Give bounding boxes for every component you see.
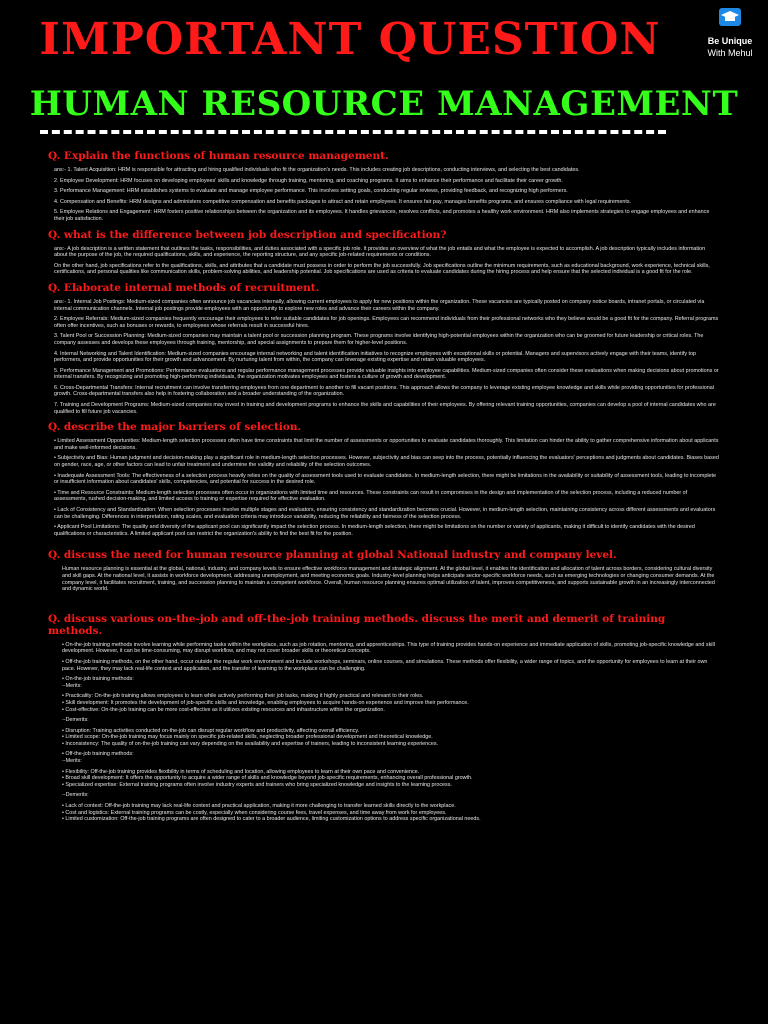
question-heading: Q. Explain the functions of human resource management. [48,150,389,162]
question-heading: Q. discuss various on-the-job and off-the-job training methods. discuss the merit and demerit of training methods. [48,612,666,637]
page-title: IMPORTANT QUESTION [39,14,661,65]
answer-paragraph: Human resource planning is essential at the global, national, industry, and company levels to ensure effective workforce management and strategic alignment. At the global level, it enables the identification and allocation of talent across borders, considering cultural diversity and skill gaps. At the national level, it assists in workforce development, addressing unemployment, and meeting economic goals. Industry-level planning helps anticipate sector-specific workforce needs, such as emerging technologies or changing consumer demands. At the company level, it facilitates recruitment, training, and succession planning to maintain a competent workforce. Overall, human resource planning ensures optimal utilization of talent, improves competitiveness, and supports sustainable growth in an increasingly interconnected and dynamic world. [62,566,715,593]
answer-paragraph: 5. Employee Relations and Engagement: HRM fosters positive relationships between the organization and its employees. It handles grievances, resolves conflicts, and promotes a healthy work environment. HRM also implements strategies to engage employees and enhance their job satisfaction. [54,209,710,222]
question-section [40,549,720,592]
graduation-cap-icon [717,6,743,28]
answer-paragraph: • Lack of Consistency and Standardization: When selection processes involve multiple stages and evaluators, ensuring consistency and standardization becomes crucial. However, in medium-length selection, maintaining consistency across different assessments and evaluators can be challenging. Differences in interpretation, rating scales, and evaluation criteria may introduce variability, reducing the reliability and fairness of the selection process. [54,507,716,520]
answer-paragraph: • Applicant Pool Limitations: The quality and diversity of the applicant pool can significantly impact the selection process. In medium-length selection, there might be limitations on the number or variety of applicants, making it difficult to identify candidates with the desired qualifications or characteristics. A limited applicant pool can restrict the organization's ability to find the best fit for the position. [54,524,695,537]
answer-paragraph: 6. Cross-Departmental Transfers: Internal recruitment can involve transferring employees from one department to another to fill vacant positions. This approach allows the company to leverage existing employee knowledge and skills while providing opportunities for professional growth. Cross-departmental transfers also help in fostering collaboration and a broader understanding of the organization. [54,384,714,398]
answer-paragraph: • On-the-job training methods: --Merits: [62,676,134,689]
answer-paragraph: • Limited Assessment Opportunities: Medium-length selection processes often have time constraints that limit the number of assessments or opportunities to evaluate candidates thoroughly. This limitation can hinder the ability to gather comprehensive information about applicants and make well-informed decisions. [54,438,719,451]
answer-paragraph: • Subjectivity and Bias: Human judgment and decision-making play a significant role in medium-length selection processes. However, subjectivity and bias can seep into the process, potentially influencing the evaluators' perceptions and judgments about candidates. Biases based on gender, race, age, or other factors can lead to unfair treatment and undermine the validity and reliability of the selection outcomes. [54,455,719,469]
question-section [40,150,720,223]
answer-paragraph: • Inadequate Assessment Tools: The effectiveness of a selection process heavily relies on the quality of assessment tools used to evaluate candidates. In medium-length selection, there might be limitations in the availability or suitability of assessment tools, leading to incomplete or insufficient information about candidates' skills, competencies, and potential for success in the desired role. [54,472,717,486]
answer-paragraph: ans:- A job description is a written statement that outlines the tasks, responsibilities, and duties associated with a specific job role. It provides an overview of what the job entails and what the employee is expected to accomplish. A job description typically includes information about the purpose of the job, the required qualifications, skills, and experience, the reporting structure, and any specific job-related requirements or conditions. [54,245,706,259]
logo [700,6,760,64]
answer-paragraph: 2. Employee Development: HRM focuses on developing employees' skills and knowledge through training, mentoring, and coaching programs. It aims to enhance their performance and facilitate their career growth. [54,177,563,184]
question-section [40,613,720,823]
answer-paragraph: • Disruption: Training activities conducted on-the-job can disrupt regular workflow and productivity, affecting overall efficiency. • Limited scope: On-the-job training may focus mainly on specific job-related skills, neglecting broader professional development and theoretical knowledge. • Inconsistency: The quality of on-the-job training can vary depending on the availability and expertise of trainers, leading to inconsistent learning experiences. [62,727,439,747]
question-heading: Q. discuss the need for human resource planning at global National industry and company level. [48,549,617,562]
logo-line-2: With Mehul [707,48,753,58]
answer-paragraph: 4. Internal Networking and Talent Identification: Medium-sized companies encourage internal networking and talent identification initiatives to recognize employees with exceptional skills or potential. Managers and supervisors actively engage with their teams, identify top performers, and provide opportunities for their growth and advancement. By nurturing talent from within, the company can leverage existing expertise and retain valuable employees. [54,350,697,364]
page-subtitle: HUMAN RESOURCE MANAGEMENT [29,84,739,124]
answer-paragraph: • Off-the-job training methods, on the other hand, occur outside the regular work environment and include workshops, seminars, online courses, and simulations. These methods offer flexibility, a wider range of topics, and the opportunity for employees to learn at their own pace. However, they may lack real-life context and application, and the transfer of learning to the workplace can be challenging. [62,658,708,672]
answer-paragraph: • On-the-job training methods involve learning while performing tasks within the workplace, such as job rotation, mentoring, and apprenticeships. This type of training provides hands-on experience and immediate application of skills, promoting job-specific knowledge and skill development. However, it can be time-consuming, may disrupt workflow, and may not cover broader skills or theoretical concepts. [62,641,715,655]
logo-line-1: Be Unique [707,36,753,46]
question-heading: Q. describe the major barriers of selection. [48,421,302,434]
answer-paragraph: • Practicality: On-the-job training allows employees to learn while actively performing their job tasks, making it highly practical and relevant to their roles. • Skill development: It promotes the development of job-specific skills and knowledge, enabling employees to acquire hands-on experience and improve their performance. • Cost-effective: On-the-job training can be more cost-effective as it utilizes existing resources and infrastructure within the organization. [62,693,469,713]
question-heading: Q. Elaborate internal methods of recruitment. [48,281,320,294]
answer-paragraph: On the other hand, job specifications refer to the qualifications, skills, and attributes that a candidate must possess in order to perform the job successfully. Job specifications outline the minimum requirements, such as educational background, work experience, technical skills, certifications, and personal qualities like communication skills, problem-solving abilities, and leadership potential. Job specifications are used as criteria to evaluate candidates during the hiring process and help ensure that the selected individual is a good fit for the role. [54,262,710,276]
answer-paragraph: • Off-the-job training methods: --Merits: [62,751,134,765]
answer-paragraph: 4. Compensation and Benefits: HRM designs and administers competitive compensation and benefits packages to attract and retain employees. It ensures fair pay, manages benefits programs, and ensures compliance with legal requirements. [54,198,632,205]
answer-paragraph: --Demerits: [62,717,89,724]
answer-paragraph: • Flexibility: Off-the-job training provides flexibility in terms of scheduling and location, allowing employees to learn at their own pace and convenience. • Broad skill development: It offers the opportunity to acquire a wider range of skills and knowledge beyond job-specific requirements, enhancing overall professional growth. • Specialized expertise: External training programs often involve industry experts and trainers who bring specialized knowledge and insights to the learning process. [62,768,473,788]
question-section [40,282,720,415]
answer-paragraph: 3. Talent Pool or Succession Planning: Medium-sized companies may maintain a talent pool or succession planning program. These programs involve identifying high-potential employees within the organization who can be groomed for future leadership or critical roles. The company assesses and develops these employees through training, mentorship, and special assignments to prepare them for higher-level positions. [54,333,704,346]
questions-list [40,146,720,827]
answer-paragraph: --Demerits: [62,792,89,799]
answer-paragraph: 3. Performance Management: HRM establishes systems to evaluate and manage employee performance. This involves setting goals, conducting regular reviews, providing feedback, and recognizing high performers. [54,188,568,195]
question-heading: Q. what is the difference between job description and specification? [48,228,447,241]
answer-paragraph: • Time and Resource Constraints: Medium-length selection processes often occur in organizations with limited time and resources. These constraints can result in compromises in the design and implementation of the selection process, including a reduced number of assessments, rushed decision-making, and limited access to training or expertise required for effective evaluation. [54,489,688,503]
answer-paragraph: 2. Employee Referrals: Medium-sized companies frequently encourage their employees to refer suitable candidates for job openings. Employees can recommend individuals from their professional networks who they believe would be a good fit for the company. Referral programs often offer incentives, such as bonuses or rewards, to employees whose referrals result in successful hires. [54,316,719,329]
question-section [40,421,720,537]
answer-paragraph: ans:- 1. Internal Job Postings: Medium-sized companies often announce job vacancies internally, allowing current employees to apply for new positions within the organization. These vacancies are typically posted on company notice boards, intranet portals, or circulated via internal communication channels. Internal job postings provide employees with an opportunity to explore new roles and advance their careers within the company. [54,298,705,312]
question-section [40,229,720,276]
answer-paragraph: • Lack of context: Off-the-job training may lack real-life context and practical application, making it more challenging to transfer learned skills directly to the workplace. • Cost and logistics: External training programs can be costly, especially when considering course fees, travel expenses, and time away from work for employees. • Limited customization: Off-the-job training programs are often designed to cater to a broader audience, limiting customization options to address specific organizational needs. [62,803,481,823]
answer-paragraph: 7. Training and Development Programs: Medium-sized companies may invest in training and development programs to enhance the skills and capabilities of their employees. By offering relevant training opportunities, companies can develop a pool of internal candidates who are qualified to fill future job vacancies. [54,402,716,415]
answer-paragraph: 5. Performance Management and Promotions: Performance evaluations and regular performance management processes provide valuable insights into employee capabilities. Medium-sized companies often consider these evaluations when making decisions about promotions or internal transfers. By recognizing and promoting high-performing individuals, the organization motivates employees and fosters a culture of growth and development. [54,367,719,381]
answer-paragraph: ans:- 1. Talent Acquisition: HRM is responsible for attracting and hiring qualified individuals who fit the organization's needs. This includes creating job descriptions, conducting interviews, and selecting the best candidates. [54,167,580,173]
divider [40,130,666,134]
